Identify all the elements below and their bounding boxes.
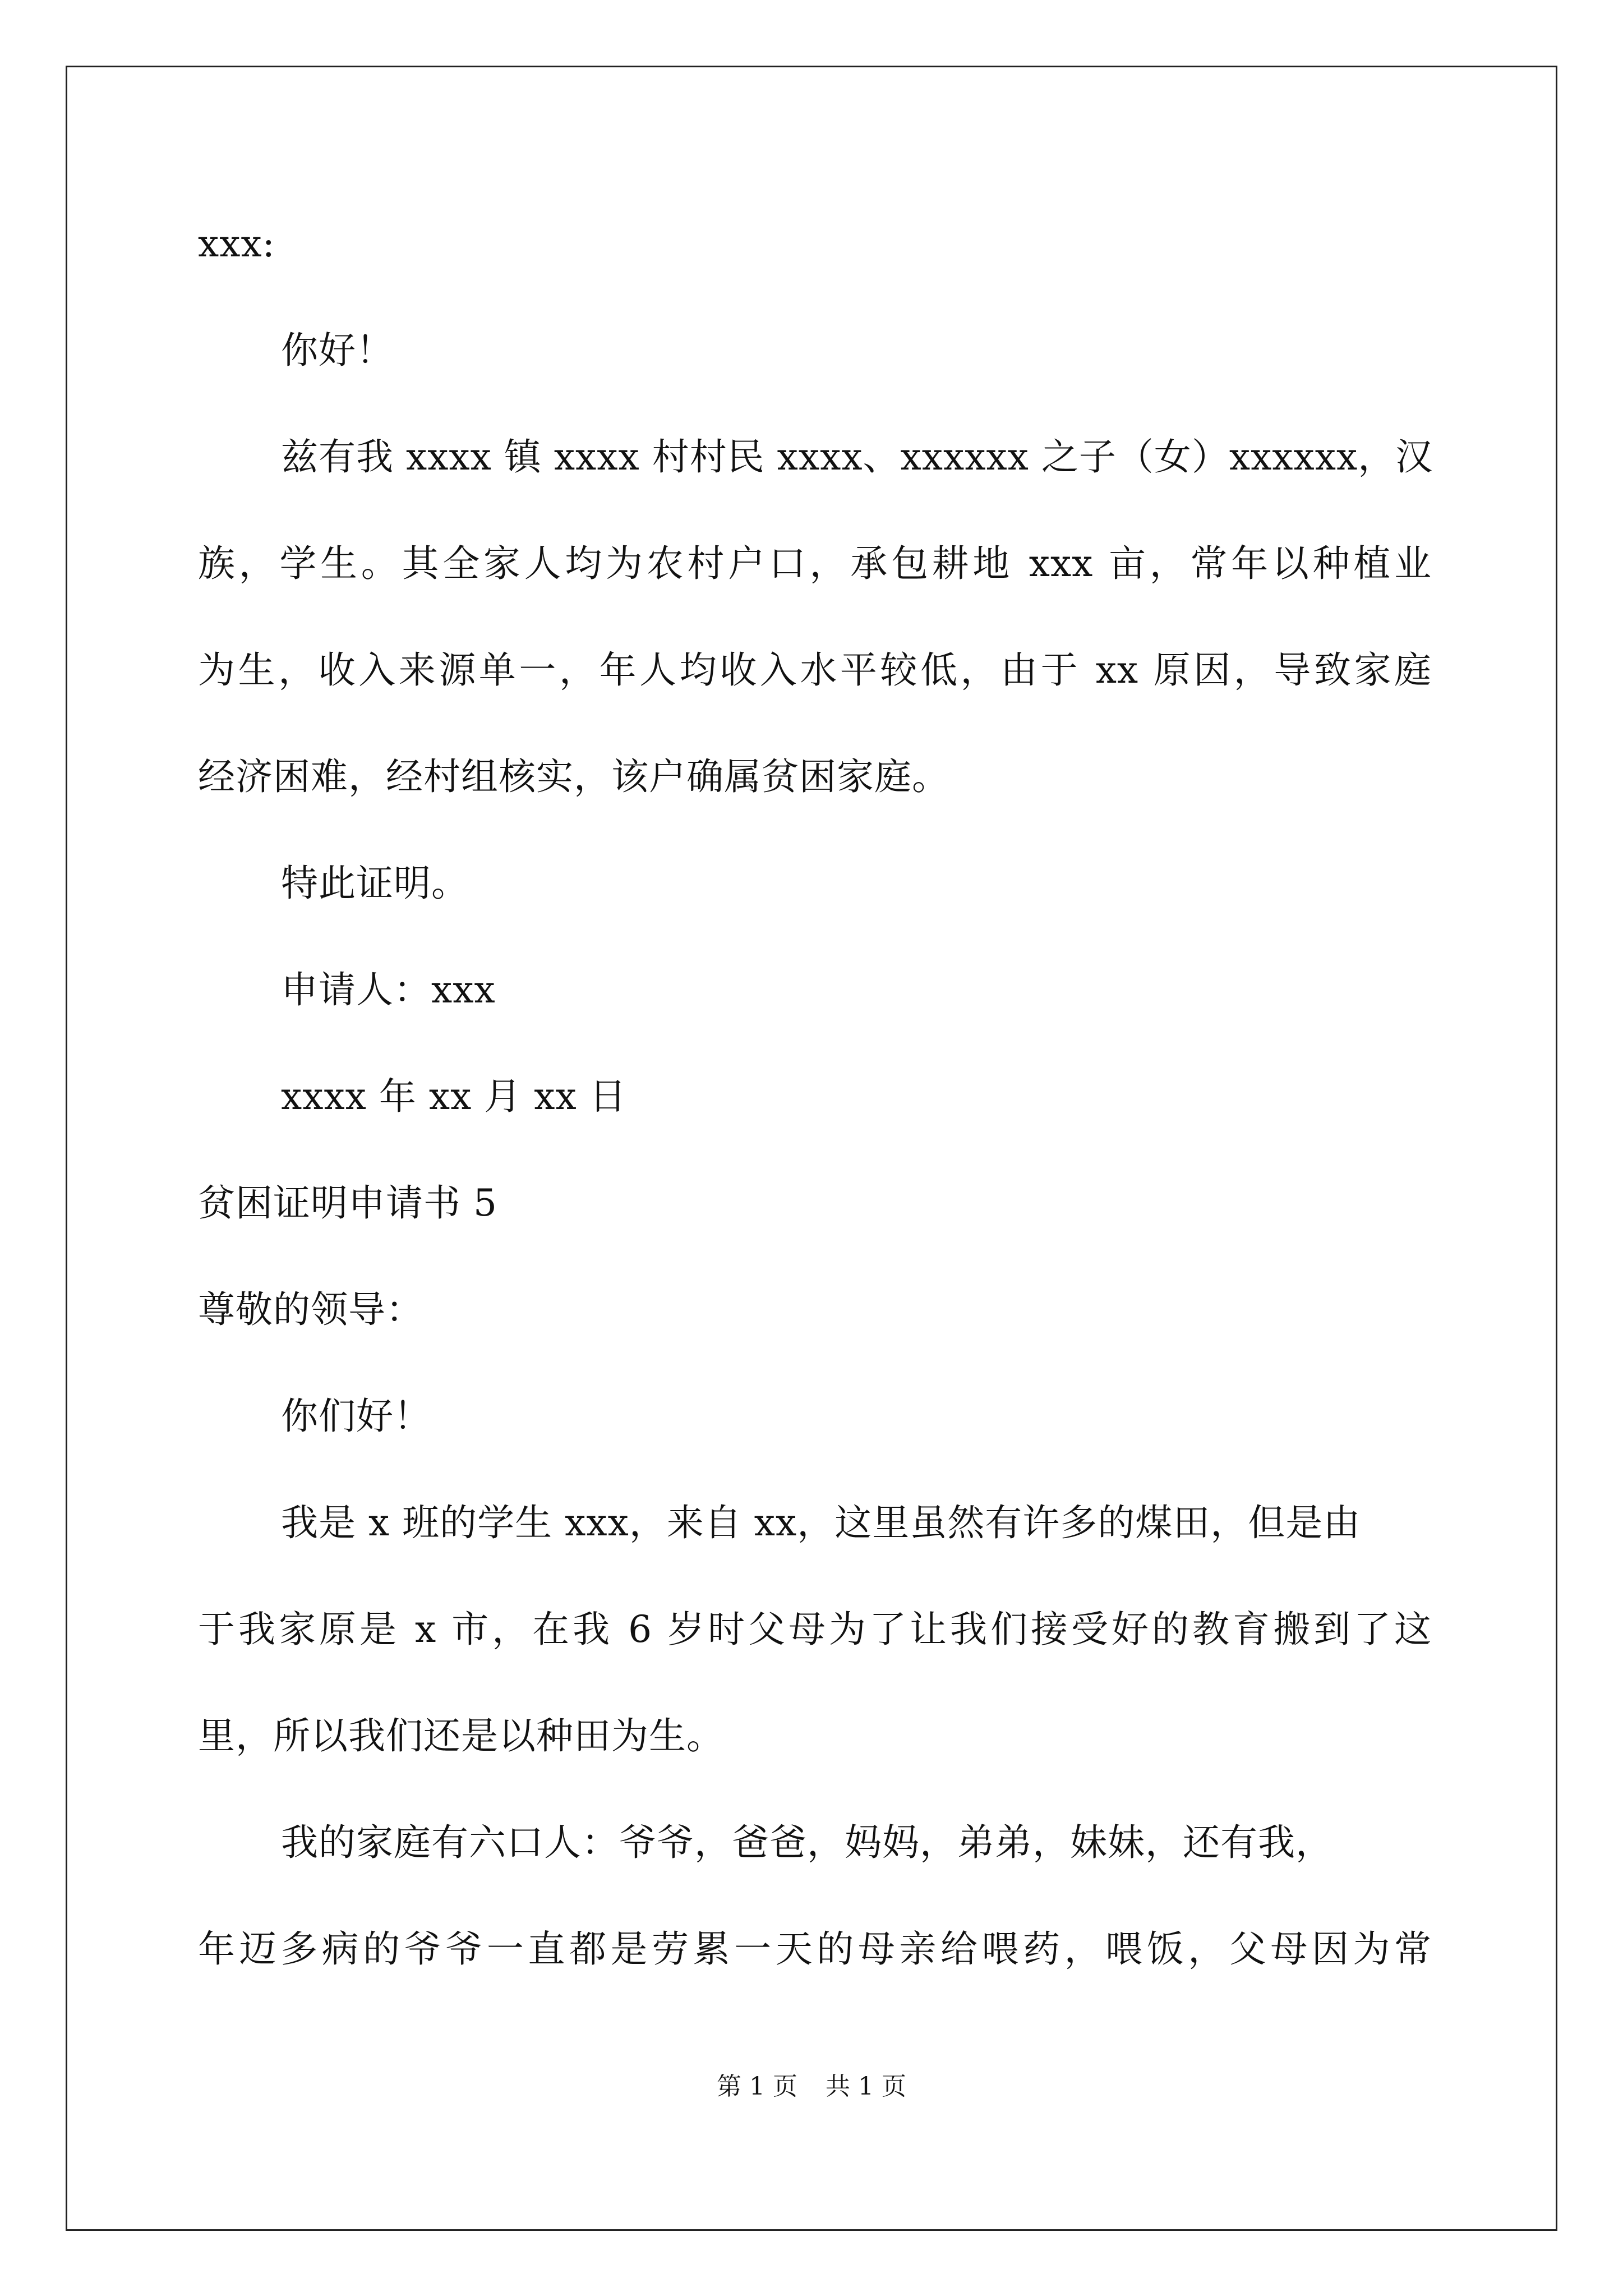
paragraph-line: 经济困难，经村组核实，该户确属贫困家庭。 [198, 755, 949, 798]
salutation-line: 尊敬的领导： [198, 1288, 423, 1331]
paragraph-line: 于我家原是 x 市，在我 6 岁时父母为了让我们接受好的教育搬到了这 [198, 1608, 1432, 1651]
greeting-line: 你们好！ [281, 1395, 431, 1438]
salutation-line: xxx: [198, 222, 275, 265]
page-footer [0, 2070, 1623, 2104]
paragraph-line: 年迈多病的爷爷一直都是劳累一天的母亲给喂药，喂饭，父母因为常 [198, 1927, 1432, 1971]
paragraph-line: 为生，收入来源单一，年人均收入水平较低，由于 xx 原因，导致家庭 [198, 648, 1432, 692]
page-border [66, 66, 1557, 2231]
section-title: 贫困证明申请书 5 [198, 1181, 497, 1225]
greeting-line: 你好！ [281, 329, 394, 372]
date-line: xxxx 年 xx 月 xx 日 [281, 1075, 627, 1118]
paragraph-line: 里，所以我们还是以种田为生。 [198, 1714, 724, 1757]
applicant-line: 申请人：xxx [281, 968, 496, 1011]
paragraph-line: 族，学生。其全家人均为农村户口，承包耕地 xxx 亩，常年以种植业 [198, 542, 1432, 585]
page-total: 共 1 页 [826, 2072, 906, 2101]
paragraph-line: 兹有我 xxxx 镇 xxxx 村村民 xxxx、xxxxxx 之子（女）xxxxxx，汉 [281, 435, 1433, 478]
paragraph-line: 我的家庭有六口人：爷爷，爸爸，妈妈，弟弟，妹妹，还有我， [281, 1821, 1333, 1864]
paragraph-line: 我是 x 班的学生 xxx，来自 xx，这里虽然有许多的煤田，但是由 [281, 1501, 1361, 1544]
page-number: 第 1 页 [717, 2072, 797, 2101]
certification-line: 特此证明。 [281, 862, 469, 905]
